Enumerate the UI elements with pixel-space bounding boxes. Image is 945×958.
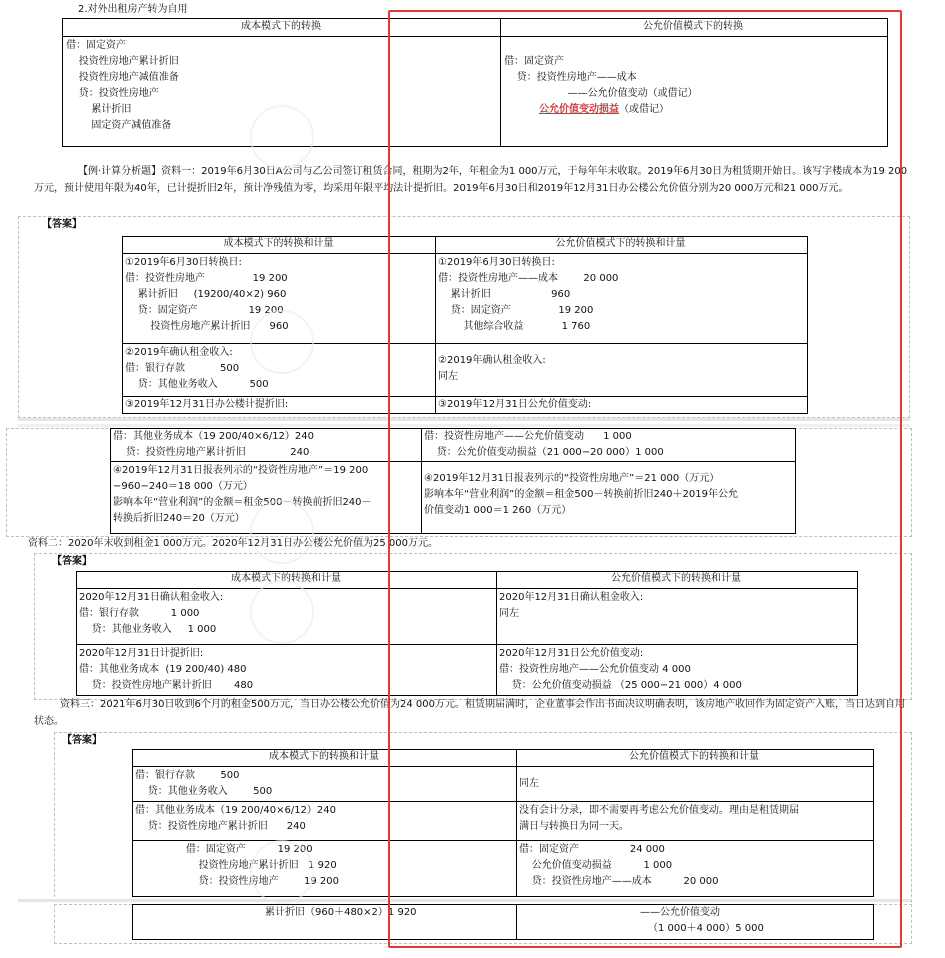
depreciation-2020-cost: 2020年12月31日计提折旧: 借：其他业务成本 (19 200/40) 480 贷：投资性房地产累计折旧 480 xyxy=(79,648,254,691)
fv-change-line: ——公允价值变动 xyxy=(640,907,720,918)
data3-paragraph: 资料三：2021年6月30日收到6个月的租金500万元，当日办公楼公允价值为24 000万元。租赁期届满时，企业董事会作出书面决议明确表明，该房地产收回作为固定资产入账，当日达到自用状态。 xyxy=(34,699,905,727)
fair-value-header: 公允价值模式下的转换和计量 xyxy=(629,751,759,762)
red-highlight-frame xyxy=(388,10,902,948)
rent-income-2020-fv: 2020年12月31日确认租金收入: 同左 xyxy=(499,592,644,619)
fv-change-2020: 2020年12月31日公允价值变动: 借：投资性房地产——公允价值变动 4 000 贷：公允价值变动损益 （25 000−21 000）4 000 xyxy=(499,648,742,691)
fair-value-entry: 借：固定资产 贷：投资性房地产——成本 ——公允价值变动（或借记） 公允价值变动损益（或借记） xyxy=(504,56,698,115)
fair-value-header: 公允价值模式下的转换 xyxy=(643,21,743,32)
cost-model-entry: 借：固定资产 投资性房地产累计折旧 投资性房地产减值准备 贷：投资性房地产 累计折旧 固定资产减值准备 xyxy=(66,40,179,131)
cost-model-header: 成本模式下的转换和计量 xyxy=(223,238,334,249)
watermark-logo xyxy=(250,500,314,564)
cost-model-header: 成本模式下的转换和计量 xyxy=(231,573,341,584)
example-paragraph: 【例·计算分析题】资料一：2019年6月30日A公司与乙公司签订租赁合同，租期为2年，年租金为1 000万元，于每年年末收取。2019年6月30日为租赁期开始日。该写字楼成本为19 200万元，预计使用年限为40年，已计提折旧2年，预计净残值为零，均采用年限平均法计提折旧。2019年6月30日和2019年12月31日办公楼公允价值分别为20 000万元和21 000万元。 xyxy=(34,166,908,194)
accumulated-depreciation-line: 累计折旧（960＋480×2）1 920 xyxy=(265,907,417,918)
depreciation-entry-cost: 借：其他业务成本（19 200/40×6/12）240 贷：投资性房地产累计折旧 240 xyxy=(113,431,315,458)
depreciation-2021-cost: 借：其他业务成本（19 200/40×6/12）240 贷：投资性房地产累计折旧 240 xyxy=(135,805,337,832)
watermark-logo xyxy=(250,840,314,904)
rent-income-2020-cost: 2020年12月31日确认租金收入: 借：银行存款 1 000 贷：其他业务收入 1 000 xyxy=(79,592,224,635)
answer-label: 【答案】 xyxy=(42,219,82,230)
watermark-logo xyxy=(250,105,314,169)
rent-income-entry-cost: ②2019年确认租金收入: 借：银行存款 500 贷：其他业务收入 500 xyxy=(125,347,269,390)
fair-value-header: 公允价值模式下的转换和计量 xyxy=(555,238,686,249)
rent-income-2021-fv: 同左 xyxy=(519,778,539,789)
report-amount-fv: ④2019年12月31日报表列示的“投资性房地产”＝21 000（万元） 影响本年“营业利润”的金额＝租金500－转换前折旧240＋2019年公允 价值变动1 000＝1 260（万元） xyxy=(424,473,738,516)
conversion-back-entry-fv: 借：固定资产 24 000 公允价值变动损益 1 000 贷：投资性房地产——成本 20 000 xyxy=(519,844,719,887)
report-amount-cost: ④2019年12月31日报表列示的“投资性房地产”＝19 200 −960−240＝18 000（万元） 影响本年“营业利润”的金额＝租金500－转换前折旧240－ 转换后折旧240＝20（万元） xyxy=(113,465,372,524)
conversion-date-entry-cost: ①2019年6月30日转换日: 借：投资性房地产 19 200 累计折旧 (19200/40×2) 960 贷：固定资产 19 200 投资性房地产累计折旧 960 xyxy=(125,257,289,332)
rent-income-2021-cost: 借：银行存款 500 贷：其他业务收入 500 xyxy=(135,770,273,797)
fv-change-heading: ③2019年12月31日公允价值变动: xyxy=(438,399,592,410)
fv-change-amount: （1 000＋4 000）5 000 xyxy=(648,923,764,934)
answer-label: 【答案】 xyxy=(52,556,92,567)
conversion-back-entry-cost: 借：固定资产 19 200 投资性房地产累计折旧 1 920 贷：投资性房地产 19 200 xyxy=(135,844,339,887)
rent-income-entry-fv: ②2019年确认租金收入: 同左 xyxy=(438,355,546,382)
fair-value-header: 公允价值模式下的转换和计量 xyxy=(611,573,741,584)
highlight-fv-gain-loss: 公允价值变动损益 xyxy=(538,104,619,115)
section-title: 2.对外出租房产转为自用 xyxy=(78,4,188,15)
no-entry-note: 没有会计分录，即不需要再考虑公允价值变动。理由是租赁期届 满日与转换日为同一天。 xyxy=(519,805,799,832)
fv-change-entry: 借：投资性房地产——公允价值变动 1 000 贷：公允价值变动损益（21 000−20 000）1 000 xyxy=(424,431,664,458)
cost-model-header: 成本模式下的转换 xyxy=(241,21,321,32)
cost-model-header: 成本模式下的转换和计量 xyxy=(269,751,379,762)
data2-paragraph: 资料二：2020年末收到租金1 000万元。2020年12月31日办公楼公允价值为25 000万元。 xyxy=(28,538,438,549)
conversion-date-entry-fv: ①2019年6月30日转换日: 借：投资性房地产——成本 20 000 累计折旧 960 贷：固定资产 19 200 其他综合收益 1 760 xyxy=(438,257,619,332)
watermark-logo xyxy=(250,580,314,644)
watermark-logo xyxy=(250,310,314,374)
answer-label: 【答案】 xyxy=(62,735,102,746)
depreciation-heading: ③2019年12月31日办公楼计提折旧: xyxy=(125,399,289,410)
